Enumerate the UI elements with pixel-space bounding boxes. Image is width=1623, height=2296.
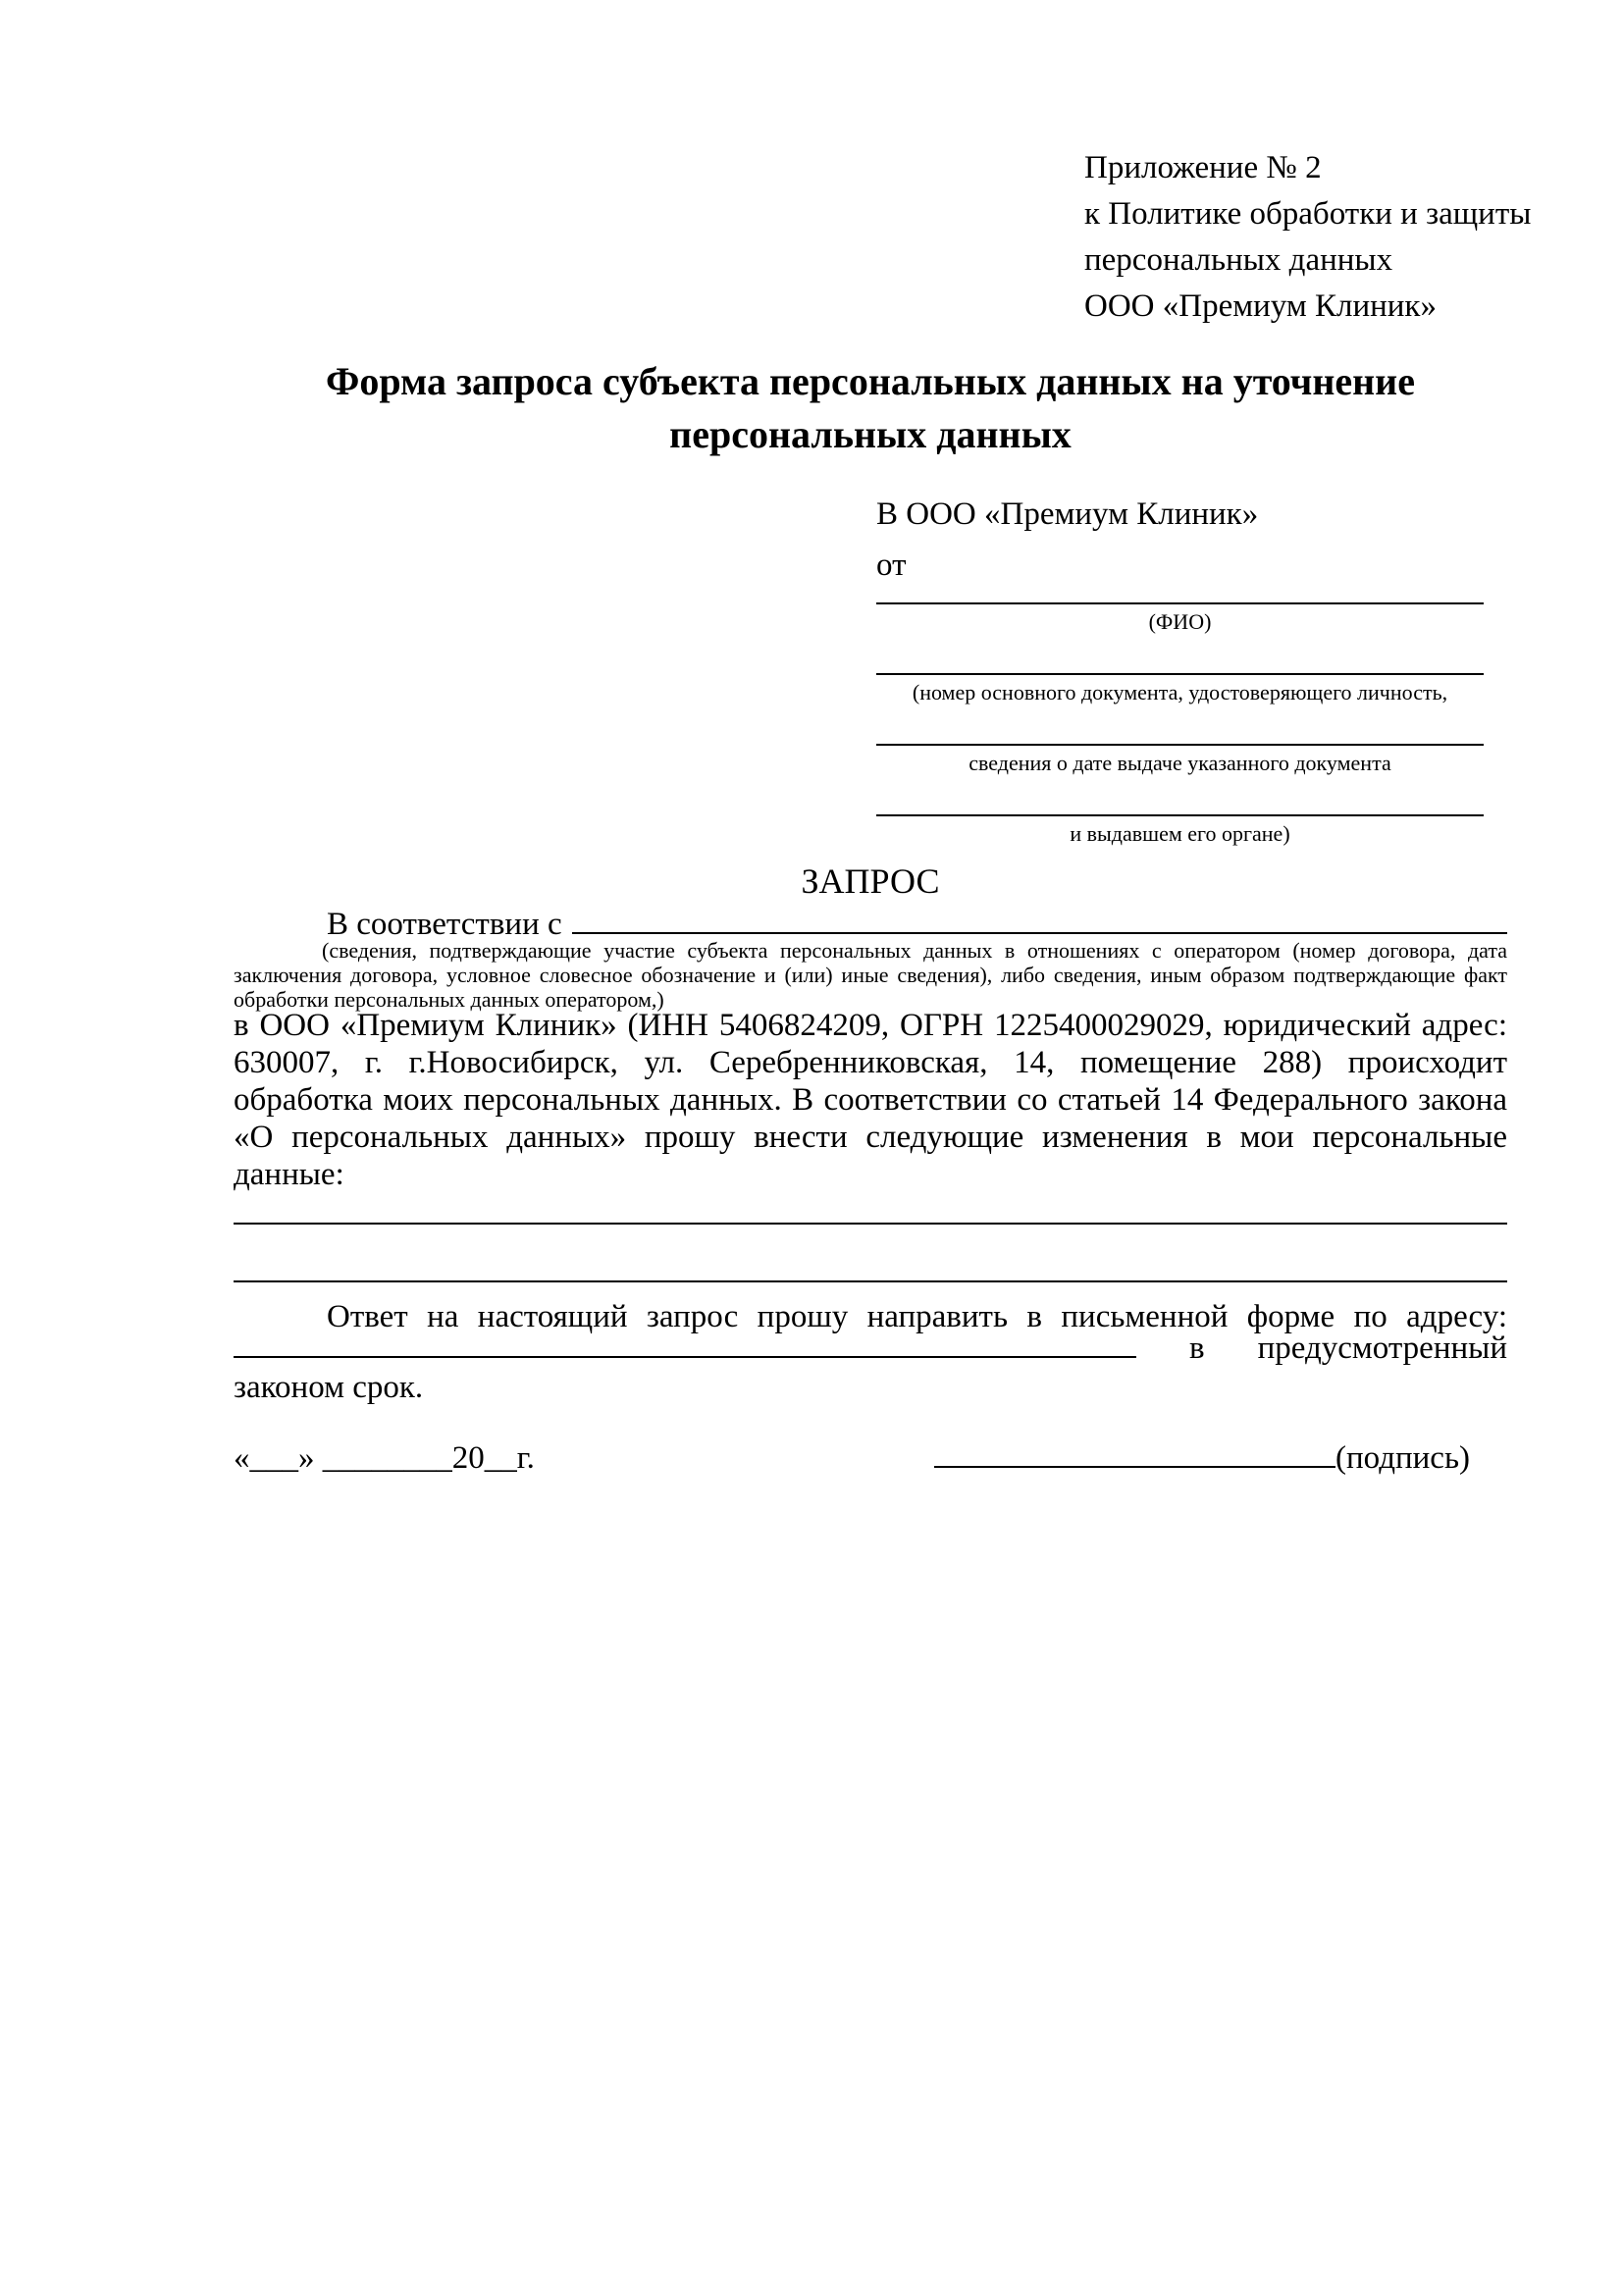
reply-line-3: законом срок. <box>234 1370 424 1405</box>
title-line: Форма запроса субъекта персональных данных на уточнение <box>326 359 1415 403</box>
note-line: обработки персональных данных оператором,) <box>234 987 664 1012</box>
appendix-line: ООО «Премиум Клиник» <box>1084 288 1437 324</box>
fio-field <box>876 602 1484 634</box>
body-line: данные: <box>234 1157 344 1192</box>
changes-blank-line-2 <box>234 1280 1507 1282</box>
issuing-authority-field-label: и выдавшем его органе) <box>1070 821 1290 846</box>
document-number-field <box>876 673 1484 704</box>
address-blank-line <box>234 1327 1136 1358</box>
note-smallprint <box>234 938 1507 1012</box>
document-title <box>234 355 1507 461</box>
intro-prefix: В соответствии с <box>327 907 562 942</box>
issue-date-field <box>876 744 1484 775</box>
fio-blank-line <box>876 602 1484 604</box>
addressee-from-label: от <box>876 548 907 583</box>
document-number-blank-line <box>876 673 1484 675</box>
changes-blank-line-1 <box>234 1223 1507 1225</box>
title-line: персональных данных <box>669 412 1072 456</box>
note-line: (сведения, подтверждающие участие субъекта персональных данных в отношениях с оператором (номер договора, дата <box>322 938 1507 963</box>
signature-group <box>934 1436 1470 1478</box>
body-line: обработка моих персональных данных. В соответствии со статьей 14 Федерального закона <box>234 1082 1507 1118</box>
issuing-authority-field <box>876 814 1484 846</box>
body-line: 630007, г. г.Новосибирск, ул. Серебренниковская, 14, помещение 288) происходит <box>234 1045 1507 1080</box>
body-paragraph <box>234 1007 1507 1193</box>
appendix-line: к Политике обработки и защиты <box>1084 196 1532 232</box>
request-heading: ЗАПРОС <box>801 861 940 901</box>
addressee-organization: В ООО «Премиум Клиник» <box>876 496 1259 532</box>
reply-line-1: Ответ на настоящий запрос прошу направить в письменной форме по адресу: <box>327 1299 1507 1334</box>
issuing-authority-blank-line <box>876 814 1484 816</box>
signature-blank-line <box>934 1436 1335 1468</box>
fio-field-label: (ФИО) <box>1148 609 1212 634</box>
issue-date-blank-line <box>876 744 1484 746</box>
appendix-line: Приложение № 2 <box>1084 150 1322 185</box>
body-line: в ООО «Премиум Клиник» (ИНН 5406824209, ОГРН 1225400029029, юридический адрес: <box>234 1008 1507 1043</box>
document-number-field-label: (номер основного документа, удостоверяющего личность, <box>912 680 1448 704</box>
intro-blank-line <box>572 903 1507 934</box>
reply-word: в <box>1189 1331 1205 1366</box>
issue-date-field-label: сведения о дате выдаче указанного документа <box>969 751 1391 775</box>
reply-line-2 <box>234 1327 1507 1367</box>
reply-word: предусмотренный <box>1257 1331 1507 1366</box>
appendix-header <box>1084 145 1545 330</box>
signature-label: (подпись) <box>1335 1440 1470 1476</box>
intro-line <box>234 903 1507 943</box>
body-line: «О персональных данных» прошу внести следующие изменения в мои персональные <box>234 1120 1507 1155</box>
date-blank: «___» ________20__г. <box>234 1440 535 1476</box>
appendix-line: персональных данных <box>1084 242 1393 278</box>
date-signature-row <box>234 1436 1470 1478</box>
note-line: заключения договора, условное словесное обозначение и (или) иные сведения), либо сведения, иным образом подтверждающие факт <box>234 963 1507 987</box>
